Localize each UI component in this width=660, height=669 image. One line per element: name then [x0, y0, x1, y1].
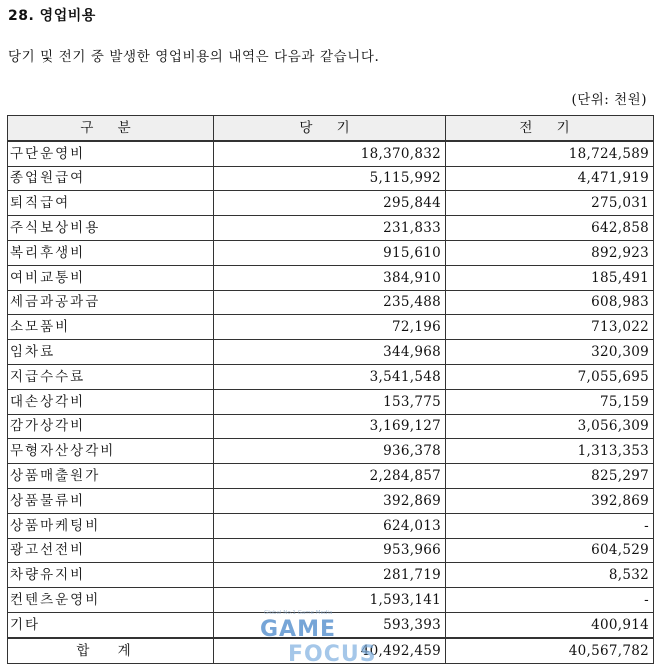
total-prior-cell: 40,567,782 — [446, 638, 654, 663]
table-header-row — [8, 116, 654, 141]
table-row — [8, 612, 654, 637]
table-row — [8, 290, 654, 315]
prior-period-cell: 392,869 — [446, 488, 654, 513]
prior-period-cell: 400,914 — [446, 612, 654, 637]
table-row — [8, 389, 654, 414]
operating-expenses-table — [7, 115, 654, 664]
prior-period-cell: 825,297 — [446, 464, 654, 489]
table-row — [8, 513, 654, 538]
prior-period-cell: 1,313,353 — [446, 439, 654, 464]
header-prior-period: 전 기 — [446, 116, 654, 141]
prior-period-cell: 320,309 — [446, 340, 654, 365]
prior-period-cell: 4,471,919 — [446, 166, 654, 191]
header-current-period: 당 기 — [214, 116, 446, 141]
table-row — [8, 488, 654, 513]
intro-text: 당기 및 전기 중 발생한 영업비용의 내역은 다음과 같습니다. — [8, 49, 380, 65]
table-row — [8, 340, 654, 365]
prior-period-cell: 75,159 — [446, 389, 654, 414]
prior-period-cell: 604,529 — [446, 538, 654, 563]
table-row — [8, 464, 654, 489]
table-row — [8, 315, 654, 340]
current-period-cell: 2,284,857 — [214, 464, 446, 489]
expense-item-cell: 종업원급여 — [8, 166, 214, 191]
expense-item-cell: 여비교통비 — [8, 265, 214, 290]
expense-item-cell: 차량유지비 — [8, 563, 214, 588]
table-row — [8, 240, 654, 265]
expense-item-cell: 소모품비 — [8, 315, 214, 340]
watermark-word-focus: FOCUS — [288, 642, 377, 664]
current-period-cell: 231,833 — [214, 216, 446, 241]
current-period-cell: 915,610 — [214, 240, 446, 265]
total-row — [8, 638, 654, 663]
expense-item-cell: 기타 — [8, 612, 214, 637]
current-period-cell: 392,869 — [214, 488, 446, 513]
table-row — [8, 216, 654, 241]
current-period-cell: 295,844 — [214, 191, 446, 216]
prior-period-cell: 185,491 — [446, 265, 654, 290]
table-row — [8, 588, 654, 613]
prior-period-cell: 642,858 — [446, 216, 654, 241]
watermark-tagline: Global No.1 Game Media — [264, 610, 333, 616]
prior-period-cell: 275,031 — [446, 191, 654, 216]
expense-item-cell: 상품물류비 — [8, 488, 214, 513]
expense-item-cell: 광고선전비 — [8, 538, 214, 563]
prior-period-cell: 7,055,695 — [446, 364, 654, 389]
current-period-cell: 1,593,141 — [214, 588, 446, 613]
prior-period-cell: - — [446, 588, 654, 613]
unit-note: (단위: 천원) — [571, 92, 647, 108]
current-period-cell: 5,115,992 — [214, 166, 446, 191]
current-period-cell: 3,541,548 — [214, 364, 446, 389]
table-row — [8, 166, 654, 191]
watermark-word-game: GAME — [260, 617, 337, 642]
current-period-cell: 281,719 — [214, 563, 446, 588]
table-row — [8, 141, 654, 166]
expense-item-cell: 주식보상비용 — [8, 216, 214, 241]
expense-item-cell: 퇴직급여 — [8, 191, 214, 216]
expense-item-cell: 복리후생비 — [8, 240, 214, 265]
table-row — [8, 364, 654, 389]
current-period-cell: 153,775 — [214, 389, 446, 414]
expense-item-cell: 무형자산상각비 — [8, 439, 214, 464]
prior-period-cell: 892,923 — [446, 240, 654, 265]
prior-period-cell: 608,983 — [446, 290, 654, 315]
expense-item-cell: 상품마케팅비 — [8, 513, 214, 538]
table-row — [8, 439, 654, 464]
prior-period-cell: 18,724,589 — [446, 141, 654, 166]
expense-item-cell: 감가상각비 — [8, 414, 214, 439]
expense-item-cell: 세금과공과금 — [8, 290, 214, 315]
expense-item-cell: 컨텐츠운영비 — [8, 588, 214, 613]
current-period-cell: 344,968 — [214, 340, 446, 365]
current-period-cell: 18,370,832 — [214, 141, 446, 166]
current-period-cell: 3,169,127 — [214, 414, 446, 439]
current-period-cell: 953,966 — [214, 538, 446, 563]
total-current-cell: 40,492,459 — [214, 638, 446, 663]
current-period-cell: 936,378 — [214, 439, 446, 464]
current-period-cell: 384,910 — [214, 265, 446, 290]
prior-period-cell: 3,056,309 — [446, 414, 654, 439]
table-body — [8, 141, 654, 663]
table-row — [8, 414, 654, 439]
expense-item-cell: 임차료 — [8, 340, 214, 365]
expense-item-cell: 구단운영비 — [8, 141, 214, 166]
total-label-cell: 합 계 — [8, 638, 214, 663]
table-row — [8, 538, 654, 563]
table-row — [8, 265, 654, 290]
current-period-cell: 624,013 — [214, 513, 446, 538]
prior-period-cell: - — [446, 513, 654, 538]
current-period-cell: 235,488 — [214, 290, 446, 315]
current-period-cell: 593,393 — [214, 612, 446, 637]
prior-period-cell: 713,022 — [446, 315, 654, 340]
expense-item-cell: 지급수수료 — [8, 364, 214, 389]
expense-item-cell: 대손상각비 — [8, 389, 214, 414]
table-row — [8, 191, 654, 216]
section-heading: 28. 영업비용 — [8, 8, 96, 24]
header-category: 구 분 — [8, 116, 214, 141]
table-row — [8, 563, 654, 588]
current-period-cell: 72,196 — [214, 315, 446, 340]
expense-item-cell: 상품매출원가 — [8, 464, 214, 489]
prior-period-cell: 8,532 — [446, 563, 654, 588]
